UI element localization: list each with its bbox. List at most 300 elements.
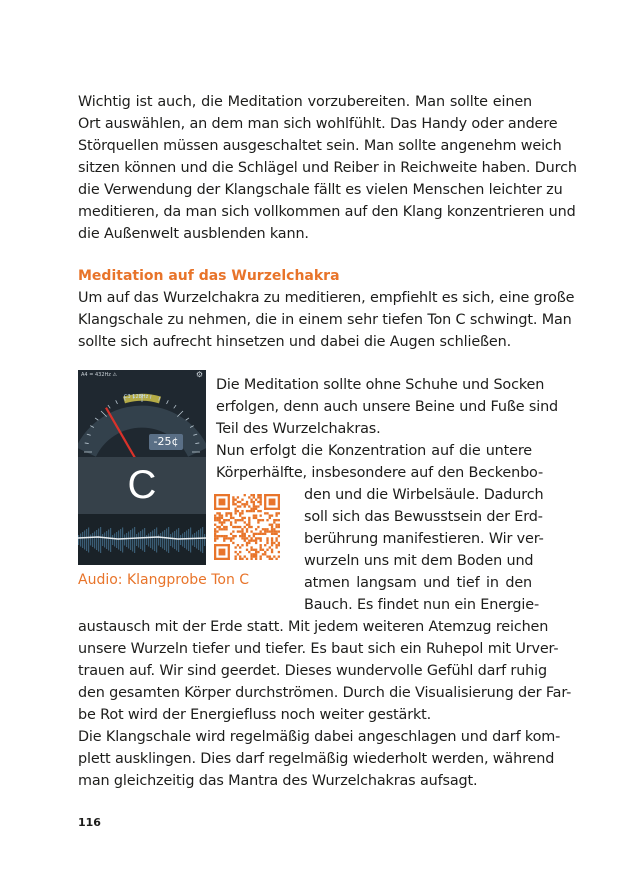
qr-module bbox=[234, 512, 236, 514]
qr-module bbox=[275, 540, 277, 542]
qr-module bbox=[271, 551, 273, 553]
qr-module bbox=[257, 494, 259, 496]
qr-module bbox=[260, 558, 262, 560]
qr-module bbox=[253, 503, 255, 505]
qr-module bbox=[278, 524, 280, 526]
qr-module bbox=[244, 494, 246, 496]
waveform-bar bbox=[116, 532, 117, 548]
note-panel bbox=[78, 457, 206, 514]
qr-module bbox=[216, 519, 218, 521]
qr-module bbox=[228, 544, 230, 560]
cents-badge: -25¢ bbox=[149, 434, 183, 450]
qr-module bbox=[219, 521, 221, 523]
waveform-bar bbox=[204, 534, 205, 546]
waveform-bar bbox=[138, 533, 139, 548]
qr-module bbox=[228, 537, 230, 539]
waveform-bar bbox=[84, 531, 85, 550]
qr-module bbox=[250, 494, 252, 496]
qr-module bbox=[241, 512, 243, 514]
qr-module bbox=[241, 530, 243, 532]
qr-module bbox=[255, 505, 257, 507]
qr-module bbox=[269, 546, 271, 548]
qr-module bbox=[228, 519, 230, 521]
qr-module bbox=[237, 505, 239, 507]
qr-module bbox=[225, 519, 227, 521]
qr-module bbox=[239, 514, 241, 516]
qr-module bbox=[257, 537, 259, 539]
qr-module bbox=[257, 510, 259, 512]
qr-module bbox=[262, 528, 264, 530]
qr-module bbox=[244, 540, 246, 542]
qr-module bbox=[230, 537, 232, 539]
qr-module bbox=[278, 519, 280, 521]
qr-code[interactable] bbox=[214, 494, 280, 560]
text-line: trauen auf. Wir sind geerdet. Dieses wundervolle Gefühl darf ruhig bbox=[78, 663, 547, 679]
qr-module bbox=[244, 521, 246, 523]
qr-module bbox=[232, 526, 234, 528]
qr-module bbox=[246, 542, 248, 544]
qr-module bbox=[241, 499, 243, 501]
waveform-bar bbox=[178, 528, 179, 552]
qr-module bbox=[269, 555, 271, 557]
waveform-bar bbox=[170, 534, 171, 546]
waveform-bar bbox=[168, 527, 169, 553]
qr-module bbox=[255, 514, 257, 516]
qr-module bbox=[239, 512, 241, 514]
qr-module bbox=[262, 519, 264, 521]
qr-module bbox=[271, 549, 273, 551]
qr-module bbox=[271, 530, 273, 532]
qr-module bbox=[264, 544, 266, 546]
qr-module bbox=[234, 558, 236, 560]
tuner-frequency: C3 128Hz bbox=[124, 394, 149, 400]
qr-module bbox=[257, 526, 259, 528]
qr-module bbox=[269, 524, 271, 526]
text-line: unsere Wurzeln tiefer und tiefer. Es baut sich ein Ruhepol mit Urver- bbox=[78, 641, 559, 657]
qr-module bbox=[255, 555, 257, 557]
waveform-bar bbox=[160, 533, 161, 547]
qr-module bbox=[234, 519, 236, 521]
qr-module bbox=[241, 510, 243, 512]
qr-module bbox=[244, 537, 246, 539]
qr-module bbox=[228, 512, 230, 514]
qr-module bbox=[223, 540, 225, 542]
qr-module bbox=[219, 512, 221, 514]
waveform-bar bbox=[112, 535, 113, 545]
qr-module bbox=[260, 555, 262, 557]
waveform-bar bbox=[182, 534, 183, 547]
qr-module bbox=[230, 514, 232, 516]
qr-module bbox=[234, 508, 236, 510]
text-line: die Verwendung der Klangschale fällt es vielen Menschen leichter zu bbox=[78, 182, 563, 198]
waveform-bar bbox=[202, 527, 203, 553]
qr-module bbox=[271, 533, 273, 535]
qr-module bbox=[250, 555, 252, 557]
text-line: Nun erfolgt die Konzentration auf die untere bbox=[216, 443, 532, 459]
text-line: Ort auswählen, an dem man sich wohlfühlt. Das Handy oder andere bbox=[78, 116, 558, 132]
waveform-bar bbox=[188, 529, 189, 551]
qr-module bbox=[214, 540, 216, 542]
qr-module bbox=[248, 540, 250, 542]
waveform-bar bbox=[118, 531, 119, 550]
qr-module bbox=[219, 514, 221, 516]
qr-module bbox=[225, 512, 227, 514]
waveform-bar bbox=[136, 534, 137, 546]
qr-module bbox=[257, 533, 259, 535]
qr-module bbox=[253, 535, 255, 537]
qr-module bbox=[214, 544, 216, 560]
qr-module bbox=[264, 508, 280, 510]
qr-module bbox=[260, 503, 262, 505]
qr-module bbox=[230, 524, 232, 526]
waveform-bar bbox=[198, 530, 199, 550]
waveform-bar bbox=[164, 530, 165, 550]
qr-module bbox=[250, 546, 252, 548]
text-line: sollte sich aufrecht hinsetzen und dabei die Augen schließen. bbox=[78, 334, 512, 350]
waveform-bar bbox=[102, 534, 103, 546]
qr-module bbox=[219, 526, 221, 528]
tuner-gauge bbox=[78, 378, 206, 458]
qr-module bbox=[223, 535, 225, 537]
qr-module bbox=[253, 494, 255, 496]
waveform-bar bbox=[152, 531, 153, 550]
text-line: Störquellen müssen ausgeschaltet sein. Man sollte angenehm weich bbox=[78, 138, 562, 154]
qr-module bbox=[255, 558, 257, 560]
qr-module bbox=[230, 521, 232, 523]
qr-module bbox=[232, 530, 234, 532]
waveform-bar bbox=[108, 530, 109, 551]
qr-module bbox=[214, 524, 216, 526]
qr-module bbox=[230, 512, 232, 514]
qr-module bbox=[262, 533, 264, 535]
qr-module bbox=[248, 526, 250, 528]
text-line: sitzen können und die Schlägel und Reiber in Reichweite haben. Durch bbox=[78, 160, 577, 176]
waveform-bar bbox=[162, 532, 163, 549]
qr-module bbox=[257, 521, 259, 523]
qr-module bbox=[275, 544, 277, 546]
qr-module bbox=[271, 514, 273, 516]
text-line: Teil des Wurzelchakras. bbox=[216, 421, 381, 437]
qr-module bbox=[237, 530, 239, 532]
qr-module bbox=[239, 530, 241, 532]
qr-module bbox=[255, 553, 257, 555]
qr-module bbox=[223, 528, 225, 530]
waveform-bar bbox=[106, 531, 107, 549]
qr-module bbox=[230, 540, 232, 542]
qr-module bbox=[266, 540, 268, 542]
qr-module bbox=[234, 555, 236, 557]
qr-module bbox=[248, 519, 250, 521]
qr-module bbox=[269, 514, 271, 516]
waveform-bar bbox=[150, 532, 151, 548]
qr-module bbox=[219, 549, 226, 556]
qr-module bbox=[271, 526, 273, 528]
qr-module bbox=[273, 530, 275, 532]
qr-module bbox=[214, 533, 216, 535]
qr-module bbox=[253, 533, 255, 535]
qr-module bbox=[214, 514, 216, 516]
qr-module bbox=[241, 528, 243, 530]
qr-module bbox=[219, 535, 221, 537]
qr-module bbox=[255, 537, 257, 539]
qr-module bbox=[275, 512, 277, 514]
text-line: den und die Wirbelsäule. Dadurch bbox=[304, 487, 544, 503]
qr-module bbox=[255, 549, 257, 551]
qr-module bbox=[239, 519, 241, 521]
qr-module bbox=[248, 521, 250, 523]
qr-module bbox=[271, 544, 273, 546]
waveform-bar bbox=[176, 530, 177, 551]
qr-module bbox=[271, 528, 273, 530]
qr-module bbox=[223, 519, 225, 521]
qr-module bbox=[244, 517, 246, 519]
qr-module bbox=[244, 503, 246, 505]
qr-module bbox=[237, 501, 239, 503]
qr-module bbox=[237, 544, 239, 546]
qr-module bbox=[264, 533, 266, 535]
waveform-bar bbox=[174, 531, 175, 549]
qr-module bbox=[219, 519, 221, 521]
qr-module bbox=[250, 526, 252, 528]
qr-module bbox=[216, 535, 218, 537]
waveform-bar bbox=[96, 530, 97, 550]
qr-module bbox=[221, 524, 223, 526]
qr-module bbox=[230, 517, 232, 519]
qr-module bbox=[214, 528, 216, 530]
qr-module bbox=[246, 558, 248, 560]
qr-module bbox=[260, 549, 262, 551]
tuner-app-image bbox=[78, 370, 206, 565]
qr-module bbox=[244, 535, 246, 537]
gauge-tick bbox=[116, 400, 118, 404]
qr-module bbox=[225, 535, 227, 537]
qr-module bbox=[264, 512, 266, 514]
qr-module bbox=[239, 526, 241, 528]
qr-module bbox=[262, 549, 264, 551]
waveform-bar bbox=[144, 528, 145, 552]
qr-module bbox=[246, 549, 248, 551]
qr-module bbox=[237, 510, 239, 512]
qr-module bbox=[223, 521, 225, 523]
qr-module bbox=[257, 505, 259, 507]
waveform-bar bbox=[80, 534, 81, 547]
qr-module bbox=[230, 533, 232, 535]
waveform-bar bbox=[146, 535, 147, 545]
qr-module bbox=[234, 499, 236, 501]
waveform-bar bbox=[180, 535, 181, 545]
qr-module bbox=[266, 519, 268, 521]
qr-module bbox=[250, 510, 252, 512]
qr-module bbox=[216, 526, 218, 528]
qr-module bbox=[250, 501, 252, 503]
qr-module bbox=[221, 528, 223, 530]
qr-module bbox=[248, 542, 250, 544]
text-line: Wichtig ist auch, die Meditation vorzubereiten. Man sollte einen bbox=[78, 94, 532, 110]
gauge-tick bbox=[108, 405, 110, 408]
qr-module bbox=[260, 519, 262, 521]
qr-module bbox=[264, 553, 266, 555]
qr-module bbox=[232, 501, 234, 503]
qr-module bbox=[273, 519, 275, 521]
qr-module bbox=[253, 505, 255, 507]
qr-module bbox=[253, 549, 255, 551]
qr-module bbox=[262, 553, 264, 555]
qr-module bbox=[278, 512, 280, 514]
qr-module bbox=[264, 551, 266, 553]
qr-module bbox=[260, 533, 262, 535]
waveform-bar bbox=[192, 535, 193, 546]
qr-module bbox=[244, 526, 246, 528]
waveform-bar bbox=[184, 532, 185, 548]
qr-module bbox=[264, 494, 266, 510]
qr-module bbox=[219, 528, 221, 530]
waveform-bar bbox=[104, 533, 105, 548]
qr-module bbox=[266, 549, 268, 551]
qr-module bbox=[234, 551, 236, 553]
qr-module bbox=[248, 524, 250, 526]
qr-module bbox=[253, 553, 255, 555]
page-number: 116 bbox=[78, 816, 101, 829]
qr-module bbox=[255, 540, 257, 542]
waveform-bar bbox=[142, 530, 143, 551]
qr-module bbox=[214, 558, 230, 560]
qr-module bbox=[241, 558, 243, 560]
qr-module bbox=[232, 542, 234, 544]
text-line: man gleichzeitig das Mantra des Wurzelchakras aufsagt. bbox=[78, 773, 478, 789]
qr-module bbox=[246, 544, 248, 546]
qr-module bbox=[250, 553, 252, 555]
qr-module bbox=[244, 533, 246, 535]
waveform-bar bbox=[98, 529, 99, 552]
qr-module bbox=[273, 542, 275, 544]
qr-module bbox=[237, 496, 239, 498]
qr-module bbox=[232, 537, 234, 539]
qr-module bbox=[260, 514, 262, 516]
qr-module bbox=[246, 528, 248, 530]
qr-module bbox=[271, 558, 273, 560]
qr-module bbox=[214, 530, 216, 532]
qr-module bbox=[223, 537, 225, 539]
gauge-tick bbox=[186, 418, 189, 420]
qr-module bbox=[234, 535, 236, 537]
waveform-bar bbox=[134, 527, 135, 553]
qr-module bbox=[266, 542, 268, 544]
qr-module bbox=[225, 514, 227, 516]
qr-module bbox=[241, 533, 243, 535]
qr-module bbox=[257, 519, 259, 521]
waveform-bar bbox=[126, 533, 127, 547]
qr-module bbox=[250, 537, 252, 539]
qr-module bbox=[241, 537, 243, 539]
qr-module bbox=[216, 537, 218, 539]
waveform-bar bbox=[154, 529, 155, 551]
text-line: Bauch. Es findet nun ein Energie- bbox=[304, 597, 539, 613]
qr-module bbox=[225, 537, 227, 539]
waveform-bar bbox=[120, 529, 121, 551]
text-line: Klangschale zu nehmen, die in einem sehr tiefen Ton C schwingt. Man bbox=[78, 312, 572, 328]
qr-module bbox=[246, 530, 248, 532]
qr-module bbox=[264, 530, 266, 532]
qr-module bbox=[275, 530, 277, 532]
qr-module bbox=[253, 517, 255, 519]
qr-module bbox=[248, 551, 250, 553]
qr-module bbox=[232, 503, 234, 505]
qr-module bbox=[253, 540, 255, 542]
qr-module bbox=[239, 551, 241, 553]
waveform-bar bbox=[172, 533, 173, 548]
qr-module bbox=[275, 546, 277, 548]
qr-module bbox=[246, 501, 248, 503]
qr-module bbox=[214, 519, 216, 521]
qr-module bbox=[269, 517, 271, 519]
qr-module bbox=[234, 546, 236, 548]
qr-module bbox=[273, 533, 275, 535]
qr-module bbox=[257, 501, 259, 503]
qr-module bbox=[223, 526, 225, 528]
text-line: die Außenwelt ausblenden kann. bbox=[78, 226, 309, 242]
qr-module bbox=[241, 503, 243, 505]
text-line: meditieren, da man sich vollkommen auf den Klang konzentrieren und bbox=[78, 204, 576, 220]
qr-module bbox=[221, 521, 223, 523]
text-line: den gesamten Körper durchströmen. Durch die Visualisierung der Far- bbox=[78, 685, 572, 701]
text-line: be Rot wird der Energiefluss noch weiter gestärkt. bbox=[78, 707, 432, 723]
waveform-bar bbox=[132, 529, 133, 552]
waveform-bar bbox=[78, 535, 79, 545]
qr-module bbox=[260, 544, 262, 546]
audio-caption: Audio: Klangprobe Ton C bbox=[78, 572, 250, 588]
qr-module bbox=[253, 510, 255, 512]
waveform-bar bbox=[114, 534, 115, 547]
qr-module bbox=[250, 540, 252, 542]
waveform-bar bbox=[100, 527, 101, 553]
waveform-panel bbox=[78, 514, 206, 565]
gear-icon: ⚙ bbox=[195, 370, 203, 379]
qr-module bbox=[232, 499, 234, 501]
qr-module bbox=[275, 533, 277, 535]
qr-module bbox=[273, 528, 275, 530]
waveform-bar bbox=[110, 528, 111, 552]
waveform-bar bbox=[130, 530, 131, 550]
waveform-bar bbox=[82, 532, 83, 548]
text-line: berührung manifestieren. Wir ver- bbox=[304, 531, 544, 547]
qr-module bbox=[253, 514, 255, 516]
qr-module bbox=[214, 494, 216, 510]
qr-module bbox=[234, 503, 236, 505]
qr-module bbox=[250, 549, 252, 551]
qr-module bbox=[269, 499, 276, 506]
qr-module bbox=[278, 526, 280, 528]
qr-module bbox=[232, 535, 234, 537]
text-line: Um auf das Wurzelchakra zu meditieren, empfiehlt es sich, eine große bbox=[78, 290, 575, 306]
text-line: austausch mit der Erde statt. Mit jedem weiteren Atemzug reichen bbox=[78, 619, 549, 635]
gauge-tick bbox=[177, 411, 183, 417]
qr-module bbox=[278, 551, 280, 553]
qr-module bbox=[234, 526, 236, 528]
qr-module bbox=[244, 505, 246, 507]
qr-module bbox=[269, 558, 271, 560]
waveform-bar bbox=[190, 528, 191, 553]
text-line: Die Meditation sollte ohne Schuhe und Socken bbox=[216, 377, 545, 393]
qr-module bbox=[216, 517, 218, 519]
qr-module bbox=[221, 535, 223, 537]
qr-module bbox=[214, 535, 216, 537]
qr-module bbox=[275, 537, 277, 539]
qr-module bbox=[266, 530, 268, 532]
qr-module bbox=[260, 537, 262, 539]
qr-module bbox=[255, 542, 257, 544]
qr-module bbox=[225, 528, 227, 530]
gauge-tick bbox=[167, 400, 169, 404]
